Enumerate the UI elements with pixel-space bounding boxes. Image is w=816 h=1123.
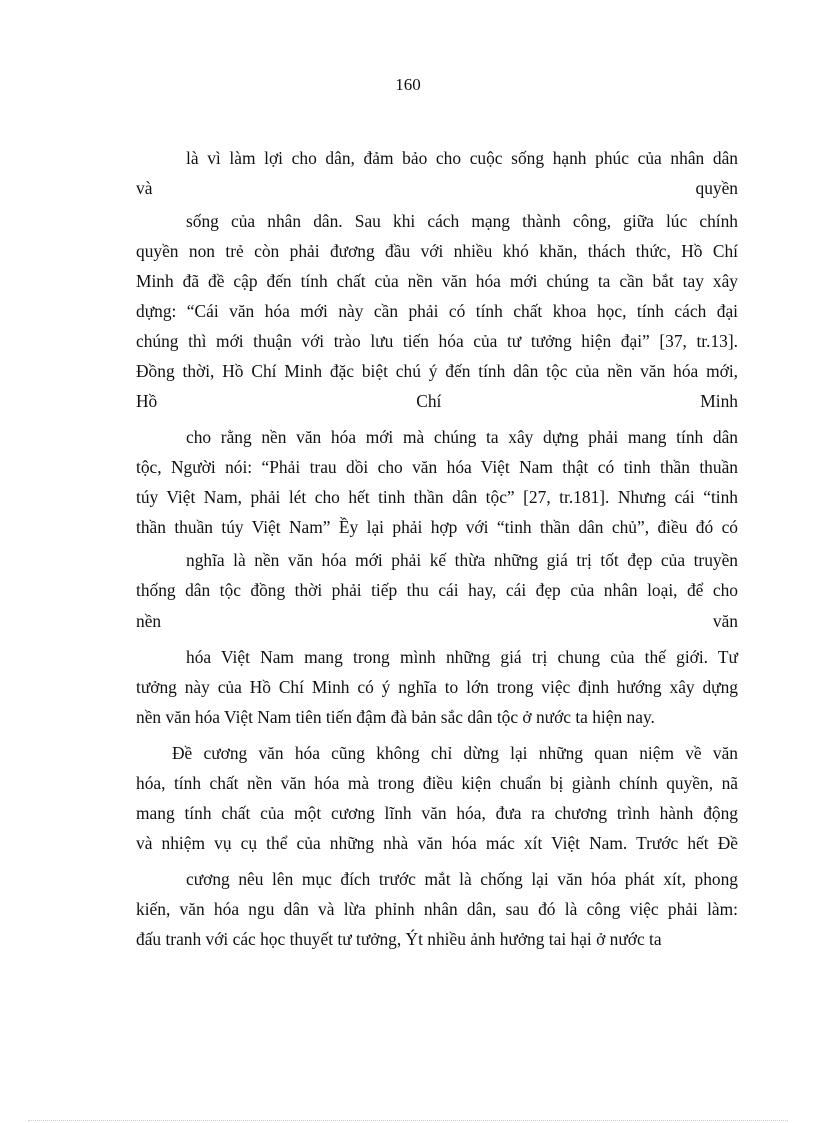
text-line: đấu tranh với các học thuyết tư tưởng, Ýt nhiều ảnh hưởng tai hại ở nước ta [136, 929, 662, 949]
text-line: mang tính chất của một cương lĩnh văn hóa, đưa ra chương trình hành động [136, 803, 738, 823]
text-line: kiến, văn hóa ngu dân và lừa phỉnh nhân dân, sau đó là công việc phải làm: [136, 899, 738, 919]
text-line: là vì làm lợi cho dân, đảm bảo cho cuộc sống hạnh phúc của nhân dân [186, 148, 738, 168]
text-line: nền văn hóa Việt Nam tiên tiến đậm đà bản sắc dân tộc ở nước ta hiện nay. [136, 707, 655, 727]
text-line: thống dân tộc đồng thời phải tiếp thu cái hay, cái đẹp của nhân loại, để cho [136, 580, 738, 600]
text-line: nghĩa là nền văn hóa mới phải kế thừa những giá trị tốt đẹp của truyền [186, 550, 738, 570]
text-line: cương nêu lên mục đích trước mắt là chống lại văn hóa phát xít, phong [186, 869, 738, 889]
text-line: Đề cương văn hóa cũng không chỉ dừng lại những quan niệm về văn [172, 743, 738, 763]
text-line: túy Việt Nam, phải lét cho hết tinh thần dân tộc” [27, tr.181]. Nhưng cái “tinh [136, 487, 738, 507]
text-line: tưởng này của Hồ Chí Minh có ý nghĩa to lớn trong việc định hướng xây dựng [136, 677, 738, 697]
footer-divider [28, 1120, 788, 1121]
text-line: Đồng thời, Hồ Chí Minh đặc biệt chú ý đến tính dân tộc của nền văn hóa mới, [136, 361, 738, 381]
text-line: quyền non trẻ còn phải đương đầu với nhiều khó khăn, thách thức, Hồ Chí [136, 241, 738, 261]
text-line: Hồ Chí Minh [136, 391, 738, 411]
page-number: 160 [395, 75, 421, 94]
text-line: và nhiệm vụ cụ thể của những nhà văn hóa mác xít Việt Nam. Trước hết Đề [136, 833, 738, 853]
text-line: hóa Việt Nam mang trong mình những giá trị chung của thế giới. Tư [186, 647, 738, 667]
text-line: dựng: “Cái văn hóa mới này cần phải có tính chất khoa học, tính cách đại [136, 301, 738, 321]
text-line: cho rằng nền văn hóa mới mà chúng ta xây dựng phải mang tính dân [186, 427, 738, 447]
text-line: thần thuần túy Việt Nam” Ềy lại phải hợp với “tinh thần dân chủ”, điều đó có [136, 517, 738, 537]
text-line: Minh đã đề cập đến tính chất của nền văn hóa mới chúng ta cần bắt tay xây [136, 271, 738, 291]
text-line: chúng thì mới thuận với trào lưu tiến hóa của tư tưởng hiện đại” [37, tr.13]. [136, 331, 738, 351]
text-line: tộc, Người nói: “Phải trau dồi cho văn hóa Việt Nam thật có tinh thần thuần [136, 457, 738, 477]
text-line: nền văn [136, 611, 738, 631]
text-line: và quyền [136, 178, 738, 198]
text-line: hóa, tính chất nền văn hóa mà trong điều kiện chuẩn bị giành chính quyền, nã [136, 773, 738, 793]
text-line: sống của nhân dân. Sau khi cách mạng thành công, giữa lúc chính [186, 211, 738, 231]
